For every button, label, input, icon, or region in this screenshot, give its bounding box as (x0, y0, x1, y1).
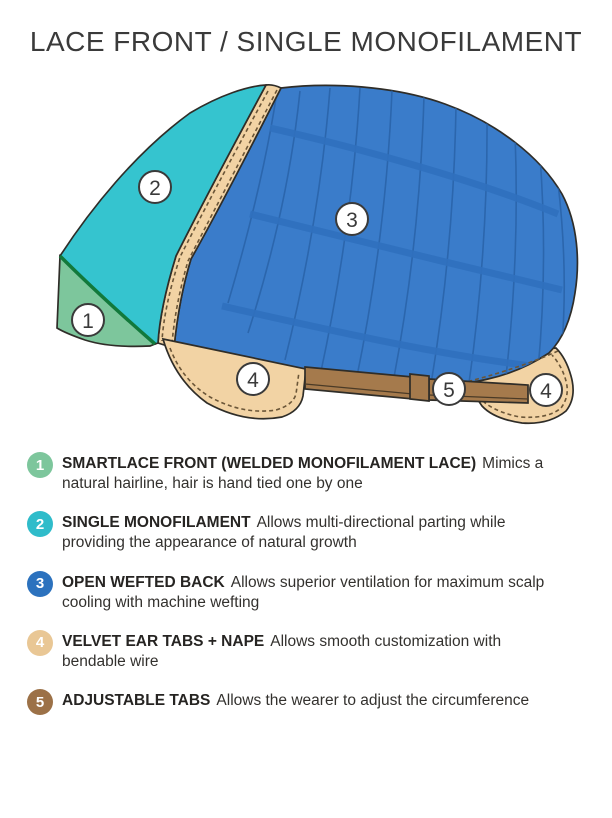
legend-item-smartlace-front (27, 452, 612, 494)
marker-3 (336, 203, 368, 235)
svg-text:3: 3 (346, 209, 358, 232)
legend-title: SMARTLACE FRONT (WELDED MONOFILAMENT LACE) (62, 455, 477, 472)
legend-desc: Mimics a natural hairline, hair is hand tied one by one (62, 455, 544, 493)
wig-cap-diagram (0, 70, 612, 438)
legend-badge-3: 3 (27, 571, 53, 597)
legend-desc: Allows superior ventilation for maximum scalp cooling with machine wefting (62, 573, 545, 611)
legend-badge-4: 4 (27, 630, 53, 656)
legend-badge-1: 1 (27, 452, 53, 478)
marker-1 (72, 304, 104, 336)
legend-badge-2: 2 (27, 511, 53, 537)
legend-title: ADJUSTABLE TABS (62, 692, 211, 710)
legend-desc: Allows smooth customization with bendable wire (62, 632, 502, 670)
svg-text:1: 1 (82, 310, 94, 333)
svg-text:4: 4 (540, 380, 552, 403)
svg-text:4: 4 (247, 369, 259, 392)
legend-title: SINGLE MONOFILAMENT (62, 514, 251, 532)
page-title: LACE FRONT / SINGLE MONOFILAMENT (29, 26, 583, 57)
legend-title: VELVET EAR TABS + NAPE (62, 632, 265, 650)
marker-2 (139, 171, 171, 203)
svg-text:2: 2 (149, 177, 161, 200)
legend-item-open-wefted-back (27, 571, 612, 613)
legend-item-adjustable-tabs (27, 689, 612, 715)
legend-desc: Allows multi-directional parting while providing the appearance of natural growth (62, 514, 506, 552)
legend-badge-5: 5 (27, 689, 53, 715)
marker-5 (433, 373, 465, 405)
legend-title: OPEN WEFTED BACK (62, 573, 225, 591)
strap-buckle (410, 374, 429, 401)
marker-4-nape (530, 374, 562, 406)
legend-item-single-monofilament (27, 511, 612, 553)
legend-desc: Allows the wearer to adjust the circumference (216, 692, 530, 710)
legend-item-velvet-ear-tabs (27, 630, 612, 672)
marker-4-ear-tab (237, 363, 269, 395)
svg-text:5: 5 (443, 379, 455, 402)
legend (27, 452, 612, 715)
